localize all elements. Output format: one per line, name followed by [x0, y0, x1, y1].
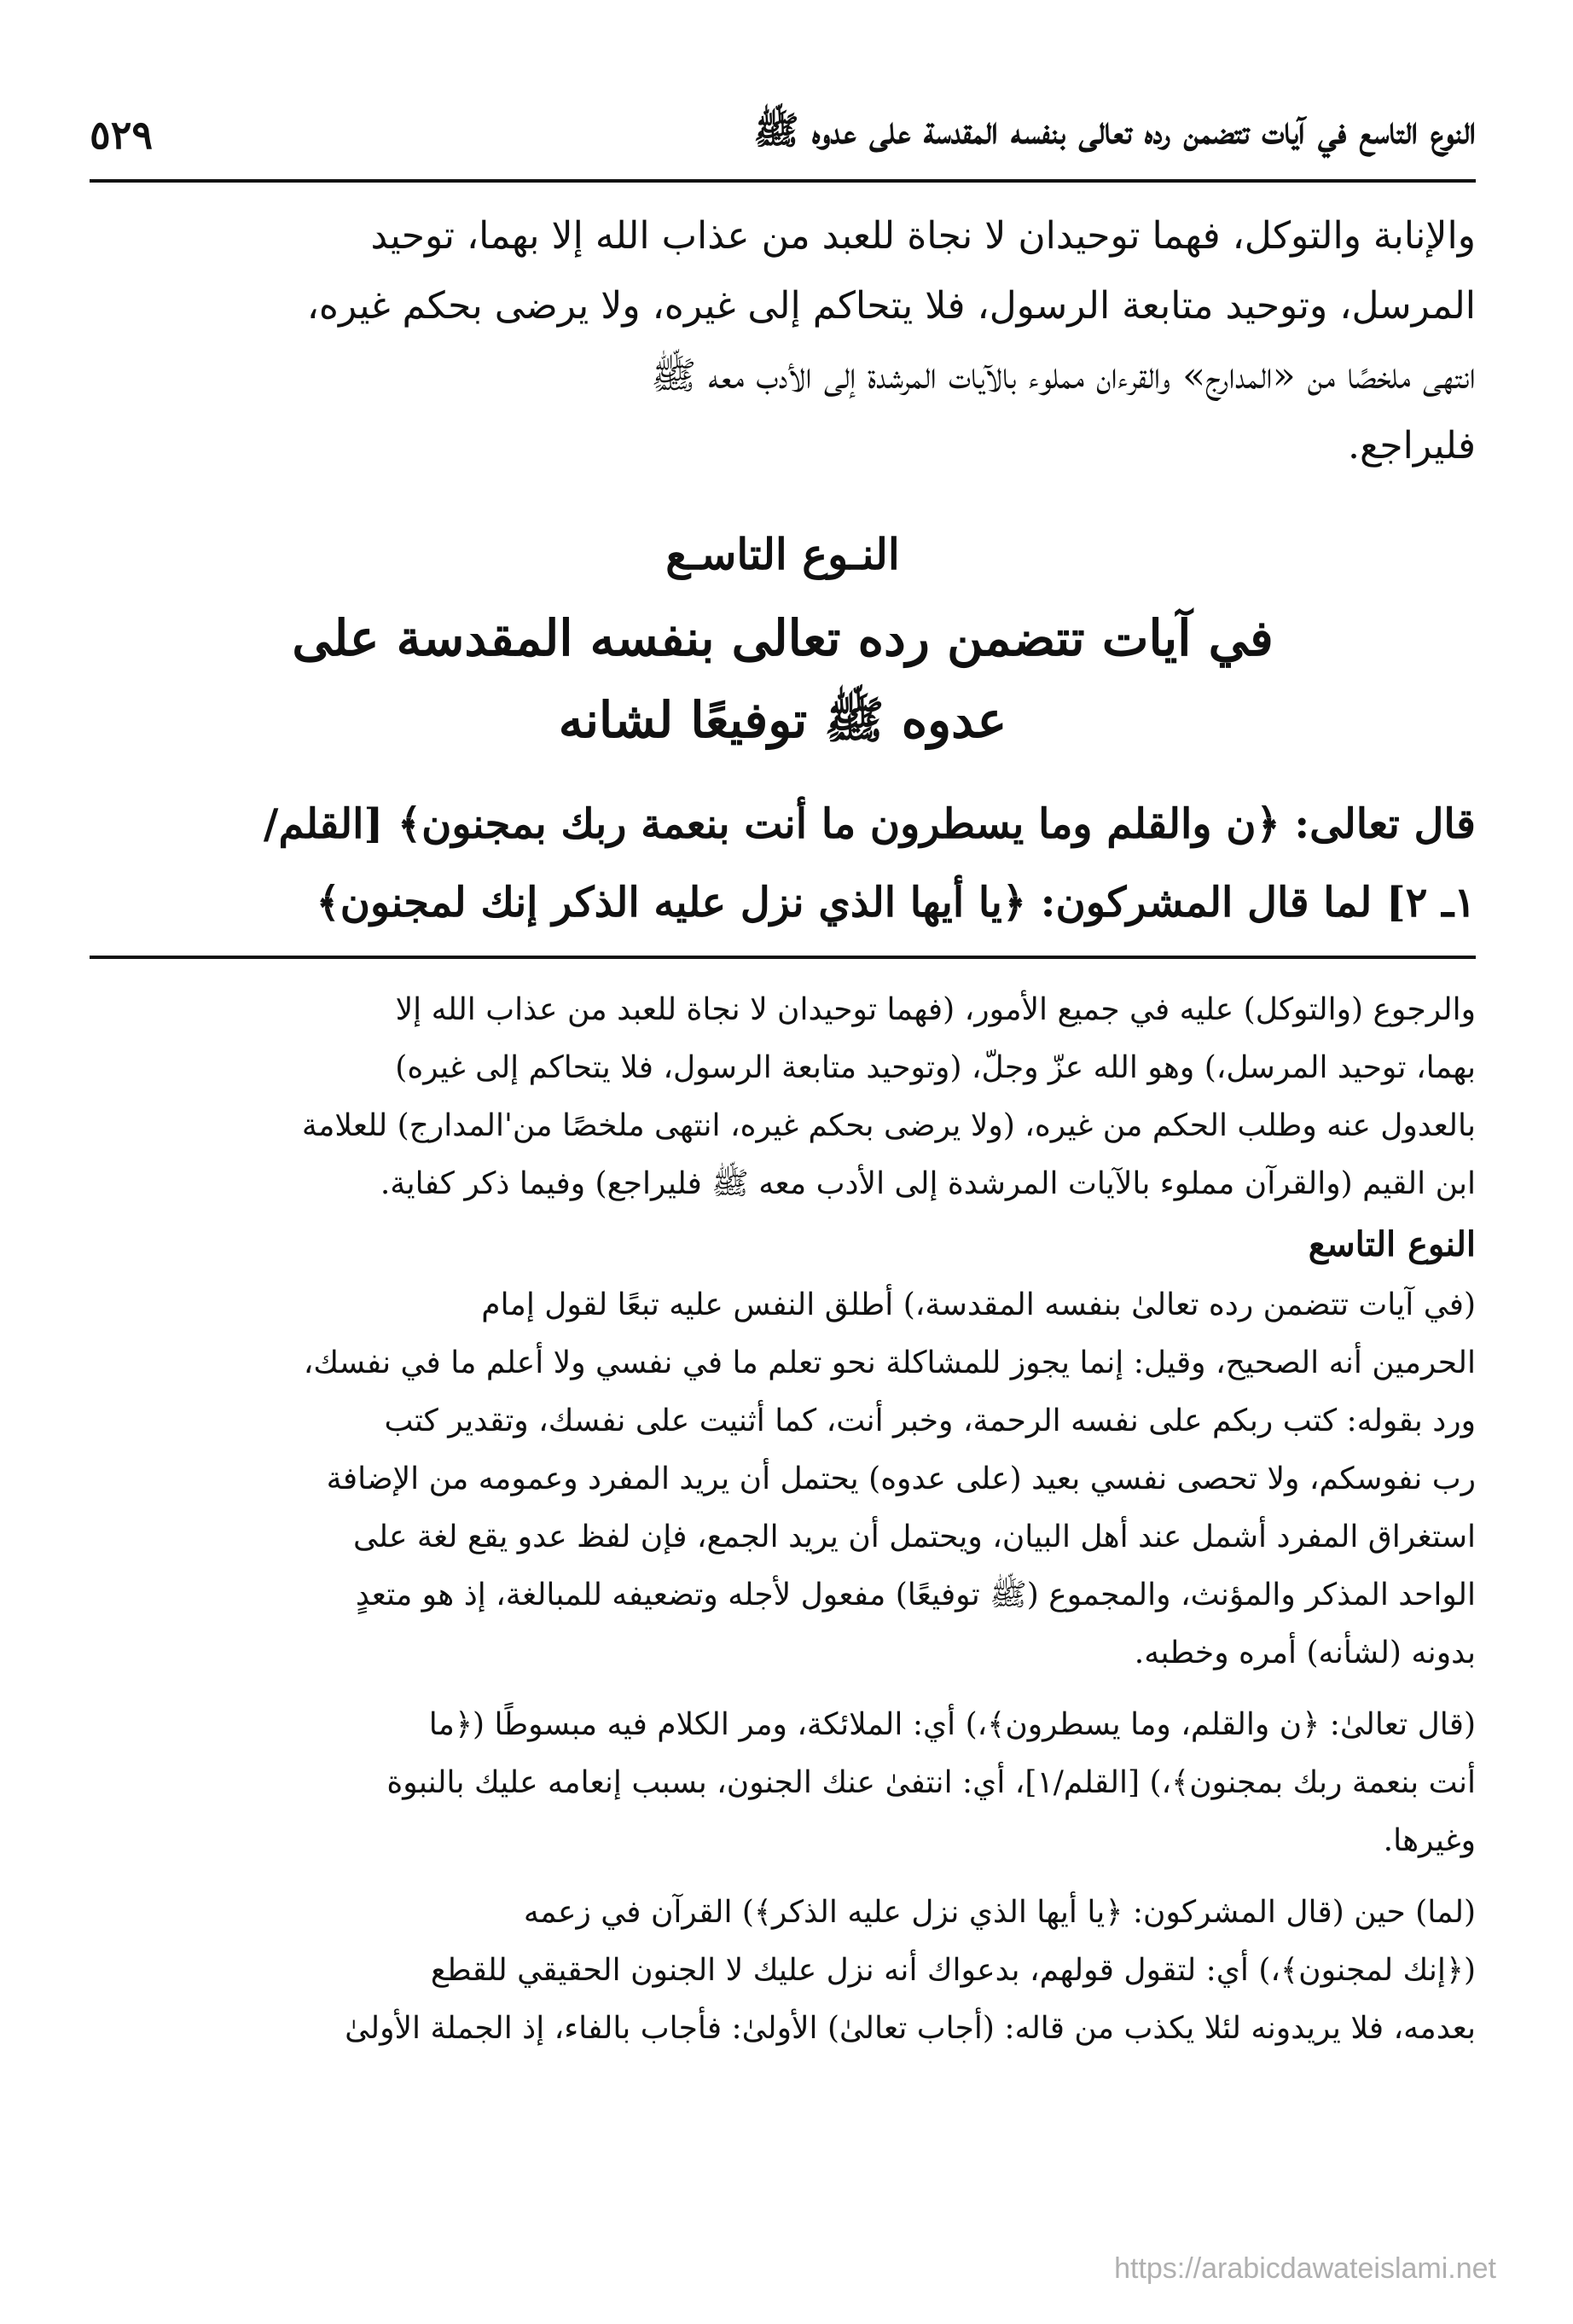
verse-block [90, 785, 1476, 942]
watermark-url: https://arabicdawateislami.net [1114, 2252, 1496, 2285]
running-header-title: النوع التاسع في آيات تتضمن رده تعالى بنفسه المقدسة على عدوه ﷺ [753, 109, 1476, 153]
text-line: (لما) حين (قال المشركون: ﴿يا أيها الذي نزل عليه الذكر﴾) القرآن في زعمه [523, 1895, 1476, 1930]
commentary-subheading: النوع التاسع [1308, 1224, 1476, 1264]
text-line: أنت بنعمة ربك بمجنون﴾،) [القلم/١]، أي: انتفىٰ عنك الجنون، بسبب إنعامه عليك بالنبوة [386, 1765, 1476, 1800]
text-line: بهما، توحيد المرسل،) وهو الله عزّ وجلّ، (وتوحيد متابعة الرسول، فلا يتحاكم إلى غيره) [395, 1050, 1476, 1085]
section-title-line: في آيات تتضمن رده تعالى بنفسه المقدسة على [292, 609, 1274, 667]
section-title [90, 597, 1476, 761]
text-line: انتهى ملخصًا من «المدارج» والقرءان مملوء بالآيات المرشدة إلى الأدب معه ﷺ [651, 354, 1476, 398]
text-line: (﴿إنك لمجنون﴾،) أي: لتقول قولهم، بدعواك أنه نزل عليك لا الجنون الحقيقي للقطع [430, 1953, 1476, 1988]
verse-line: ١ـ ٢] لما قال المشركون: ﴿يا أيها الذي نزل عليه الذكر إنك لمجنون﴾ [316, 879, 1476, 927]
book-page [90, 0, 1476, 2324]
commentary-paragraph-3 [90, 1696, 1476, 1870]
commentary-paragraph-4 [90, 1884, 1476, 2058]
text-line: وغيرها. [1383, 1823, 1476, 1858]
text-line: والرجوع (والتوكل) عليه في جميع الأمور، (فهما توحيدان لا نجاة للعبد من عذاب الله إلا [395, 992, 1476, 1027]
text-line: بالعدول عنه وطلب الحكم من غيره، (ولا يرضى بحكم غيره، انتهى ملخصًا من'المدارج) للعلامة [301, 1108, 1476, 1143]
text-line: بعدمه، فلا يريدونه لئلا يكذب من قاله: (أجاب تعالىٰ) الأولىٰ: فأجاب بالفاء، إذ الجملة الأولىٰ [345, 2011, 1476, 2046]
page-number: ٥٢٩ [90, 112, 154, 158]
text-line: ورد بقوله: كتب ربكم على نفسه الرحمة، وخبر أنت، كما أثنيت على نفسك، وتقدير كتب [384, 1403, 1476, 1438]
verse-line: قال تعالى: ﴿ن والقلم وما يسطرون ما أنت بنعمة ربك بمجنون﴾ [القلم/ [263, 800, 1476, 848]
header-rule [90, 179, 1476, 183]
main-text-upper [90, 201, 1476, 481]
text-line: الحرمين أنه الصحيح، وقيل: إنما يجوز للمشاكلة نحو تعلم ما في نفسي ولا أعلم ما في نفسك، [303, 1345, 1476, 1380]
commentary-paragraph-1 [90, 981, 1476, 1213]
commentary-divider [90, 956, 1476, 959]
text-line: ابن القيم (والقرآن مملوء بالآيات المرشدة إلى الأدب معه ﷺ فليراجع) وفيما ذكر كفاية. [380, 1166, 1476, 1201]
text-line: استغراق المفرد أشمل عند أهل البيان، ويحتمل أن يريد الجمع، فإن لفظ عدو يقع لغة على [353, 1519, 1476, 1554]
section-title-line: عدوه ﷺ توفيعًا لشانه [558, 691, 1007, 749]
text-line: (قال تعالىٰ: ﴿ن والقلم، وما يسطرون﴾،) أي: الملائكة، ومر الكلام فيه مبسوطًا (﴿ما [428, 1707, 1476, 1742]
text-line: فليراجع. [1348, 424, 1476, 468]
text-line: بدونه (لشأنه) أمره وخطبه. [1134, 1636, 1476, 1670]
running-header [90, 101, 1476, 169]
commentary-paragraph-2 [90, 1276, 1476, 1682]
text-line: رب نفوسكم، ولا تحصى نفسي بعيد (على عدوه) يحتمل أن يريد المفرد وعمومه من الإضافة [326, 1461, 1476, 1496]
commentary [90, 981, 1476, 2058]
text-line: الواحد المذكر والمؤنث، والمجموع (ﷺ توفيعًا) مفعول لأجله وتضعيفه للمبالغة، إذ هو متعدٍ [355, 1577, 1476, 1612]
text-line: المرسل، وتوحيد متابعة الرسول، فلا يتحاكم إلى غيره، ولا يرضى بحكم غيره، [306, 284, 1476, 328]
text-line: (في آيات تتضمن رده تعالىٰ بنفسه المقدسة،) أطلق النفس عليه تبعًا لقول إمام [481, 1287, 1476, 1322]
section-heading: النـوع التاسـع [665, 529, 900, 579]
text-line: والإنابة والتوكل، فهما توحيدان لا نجاة للعبد من عذاب الله إلا بهما، توحيد [370, 214, 1476, 258]
